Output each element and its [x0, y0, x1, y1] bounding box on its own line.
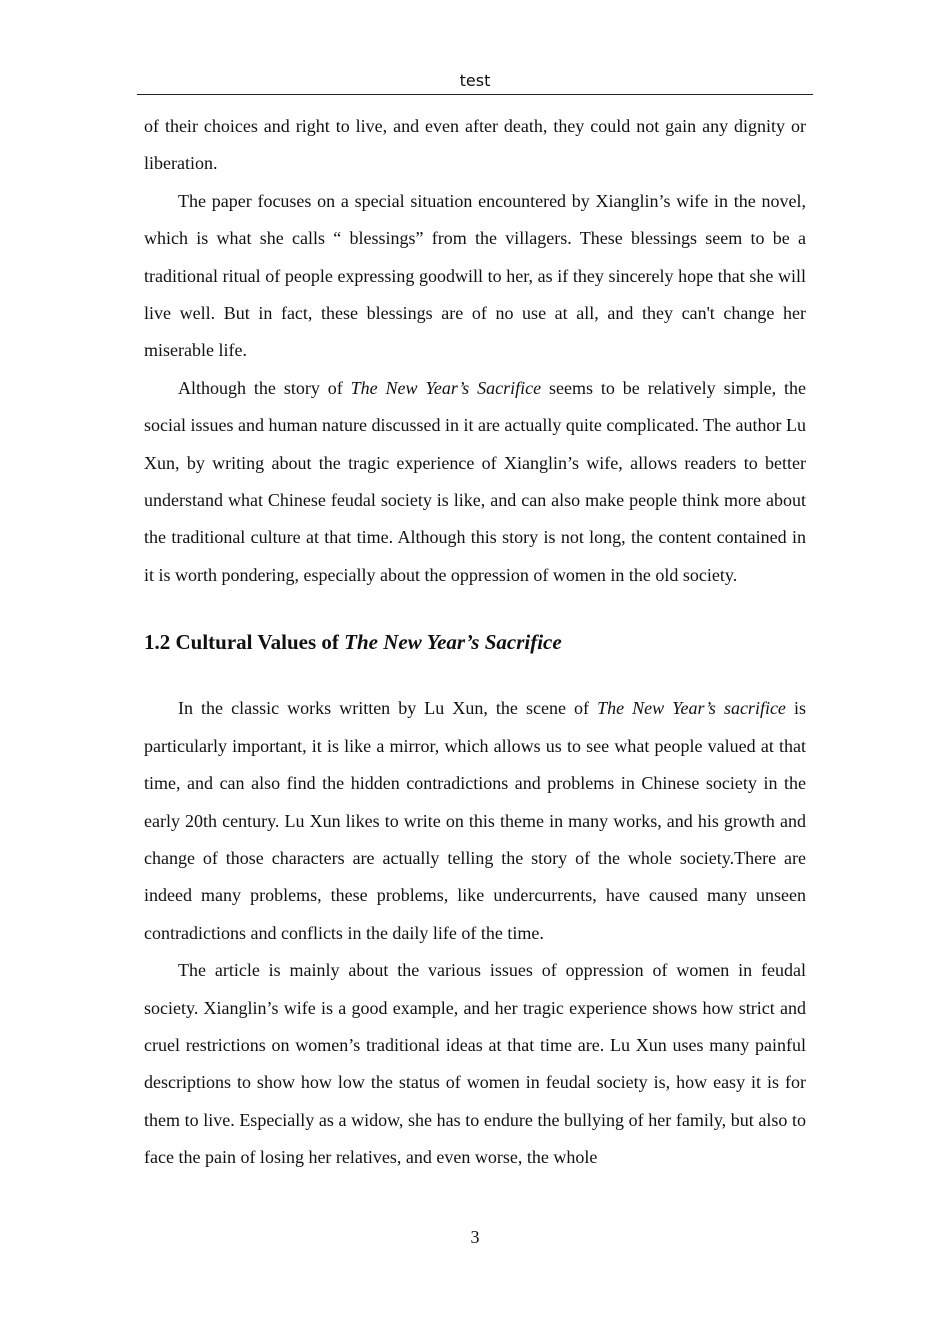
page-header-title: test: [459, 71, 491, 90]
paragraph-story-summary: [144, 370, 806, 594]
paragraph-text: is particularly important, it is like a mirror, which allows us to see what people valued at that time, and can also find the hidden contradictions and problems in Chinese society in the early 20th century. Lu Xun likes to write on this theme in many works, and his growth and change of those characters are actually telling the story of the whole society.There are indeed many problems, these problems, like undercurrents, have caused many unseen contradictions and conflicts in the daily life of the time.: [144, 698, 806, 943]
section-heading-number-title: 1.2 Cultural Values of: [144, 630, 345, 655]
section-heading-italic-title: The New Year’s Sacrifice: [344, 630, 562, 655]
page-number: 3: [470, 1227, 480, 1247]
paragraph-oppression: The article is mainly about the various issues of oppression of women in feudal society. Xianglin’s wife is a good example, and her tragic experience shows how strict and cruel restrictions on women’s traditional ideas at that time are. Lu Xun uses many painful descriptions to show how low the status of women in feudal society is, how easy it is for them to live. Especially as a widow, she has to endure the bullying of her family, but also to face the pain of losing her relatives, and even worse, the whole: [144, 960, 806, 1168]
section-heading: [144, 594, 806, 690]
paragraph-text: Although the story of: [178, 377, 351, 398]
paragraph-continuation: of their choices and right to live, and even after death, they could not gain any dignity or liberation.: [144, 116, 806, 174]
paragraph-classic-works: [144, 690, 806, 952]
body-text: [144, 108, 806, 1177]
header-divider: [137, 94, 813, 95]
work-title-italic: The New Year’s Sacrifice: [350, 377, 542, 398]
paragraph-text: In the classic works written by Lu Xun, the scene of: [178, 698, 598, 719]
work-title-italic: The New Year’s sacrifice: [597, 698, 786, 719]
paragraph-blessings: The paper focuses on a special situation encountered by Xianglin’s wife in the novel, which is what she calls “ blessings” from the villagers. These blessings seem to be a traditional ritual of people expressing goodwill to her, as if they sincerely hope that she will live well. But in fact, these blessings are of no use at all, and they can't change her miserable life.: [144, 190, 806, 361]
paragraph-text: seems to be relatively simple, the social issues and human nature discussed in it are actually quite complicated. The author Lu Xun, by writing about the tragic experience of Xianglin’s wife, allows readers to better understand what Chinese feudal society is like, and can also make people think more about the traditional culture at that time. Although this story is not long, the content contained in it is worth pondering, especially about the oppression of women in the old society.: [144, 377, 806, 585]
